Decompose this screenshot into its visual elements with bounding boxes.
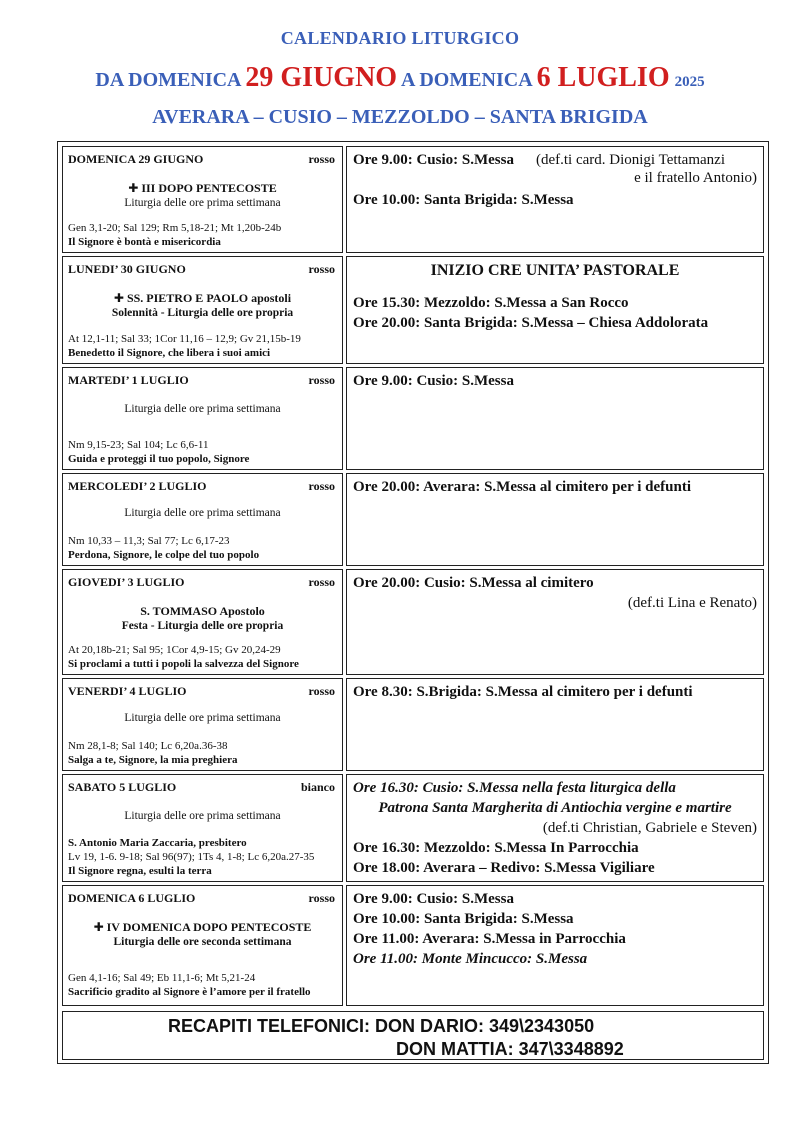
day-label: VENERDI’ 4 LUGLIO <box>68 684 187 698</box>
day-row <box>62 367 764 470</box>
liturgical-color: rosso <box>308 479 335 493</box>
liturgy-cell <box>62 569 343 675</box>
liturgical-color: rosso <box>308 684 335 698</box>
mass-event: Ore 8.30: S.Brigida: S.Messa al cimitero per i defunti <box>353 684 693 700</box>
readings: Gen 4,1-16; Sal 49; Eb 11,1-6; Mt 5,21-24 <box>68 972 256 984</box>
mass-event: Ore 9.00: Cusio: S.Messa (def.ti card. Dionigi Tettamanzi <box>353 152 725 168</box>
liturgical-color: rosso <box>308 575 335 589</box>
mass-event: Ore 10.00: Santa Brigida: S.Messa <box>353 192 574 208</box>
liturgy-cell <box>62 146 343 253</box>
year: 2025 <box>674 74 705 90</box>
day-label: LUNEDI’ 30 GIUGNO <box>68 262 186 276</box>
psalm-motto: Benedetto il Signore, che libera i suoi amici <box>68 347 271 359</box>
day-label: MARTEDI’ 1 LUGLIO <box>68 373 189 387</box>
events-cell <box>346 367 764 470</box>
readings: Nm 10,33 – 11,3; Sal 77; Lc 6,17-23 <box>68 535 230 547</box>
liturgy-week: Liturgia delle ore prima settimana <box>124 197 281 209</box>
liturgy-week: Solennità - Liturgia delle ore propria <box>111 307 294 319</box>
liturgy-week: Liturgia delle ore seconda settimana <box>113 936 292 948</box>
mass-event: Ore 15.30: Mezzoldo: S.Messa a San Rocco <box>353 295 629 311</box>
mass-event: Ore 20.00: Cusio: S.Messa al cimitero <box>353 575 594 591</box>
date-range <box>0 62 800 94</box>
liturgical-color: rosso <box>308 262 335 276</box>
readings: Gen 3,1-20; Sal 129; Rm 5,18-21; Mt 1,20b-24b <box>68 222 282 234</box>
psalm-motto: Perdona, Signore, le colpe del tuo popolo <box>68 549 260 561</box>
psalm-motto: Il Signore è bontà e misericordia <box>68 236 221 248</box>
mass-event: Ore 18.00: Averara – Redivo: S.Messa Vigiliare <box>353 860 655 876</box>
liturgical-color: rosso <box>308 152 335 166</box>
mass-event-detail: Patrona Santa Margherita di Antiochia vergine e martire <box>378 800 732 816</box>
liturgy-week: Liturgia delle ore prima settimana <box>124 403 281 415</box>
events-cell <box>346 146 764 253</box>
page-title: CALENDARIO LITURGICO <box>280 28 520 48</box>
parishes: AVERARA – CUSIO – MEZZOLDO – SANTA BRIGIDA <box>152 106 648 128</box>
start-date: 29 GIUGNO <box>245 62 398 93</box>
psalm-motto: Salga a te, Signore, la mia preghiera <box>68 754 238 766</box>
mass-event: Ore 20.00: Averara: S.Messa al cimitero per i defunti <box>353 479 691 495</box>
readings: Lv 19, 1-6. 9-18; Sal 96(97); 1Ts 4, 1-8; Lc 6,20a.27-35 <box>68 851 315 863</box>
range-prefix: DA DOMENICA <box>95 69 241 91</box>
events-cell <box>346 774 764 882</box>
day-row <box>62 774 764 882</box>
liturgy-week: Liturgia delle ore prima settimana <box>124 810 281 822</box>
liturgical-color: bianco <box>300 780 335 794</box>
liturgy-cell <box>62 678 343 771</box>
liturgy-cell <box>62 774 343 882</box>
mass-note: (def.ti Christian, Gabriele e Steven) <box>542 820 757 836</box>
events-cell <box>346 256 764 364</box>
mass-event: Ore 20.00: Santa Brigida: S.Messa – Chiesa Addolorata <box>353 315 709 331</box>
feast: SS. PIETRO E PAOLO apostoli <box>126 291 292 305</box>
events-cell <box>346 569 764 675</box>
day-label: MERCOLEDI’ 2 LUGLIO <box>68 479 207 493</box>
day-label: DOMENICA 6 LUGLIO <box>68 891 196 905</box>
mass-event: Ore 9.00: Cusio: S.Messa <box>353 373 514 389</box>
liturgy-cell <box>62 473 343 566</box>
liturgy-cell <box>62 256 343 364</box>
readings: Nm 9,15-23; Sal 104; Lc 6,6-11 <box>68 439 209 451</box>
events-cell <box>346 885 764 1006</box>
cross-icon: ✚ <box>113 291 124 305</box>
saint: S. Antonio Maria Zaccaria, presbitero <box>68 837 247 849</box>
day-row <box>62 678 764 771</box>
mass-event: Ore 9.00: Cusio: S.Messa <box>353 891 514 907</box>
day-row <box>62 146 764 253</box>
liturgy-week: Liturgia delle ore prima settimana <box>124 712 281 724</box>
readings: Nm 28,1-8; Sal 140; Lc 6,20a.36-38 <box>68 740 228 752</box>
day-row <box>62 885 764 1006</box>
mass-event: Ore 11.00: Averara: S.Messa in Parrocchia <box>353 931 626 947</box>
mass-note: e il fratello Antonio) <box>634 170 757 186</box>
contact-line-2: DON MATTIA: 347\3348892 <box>396 1039 624 1059</box>
mass-event: Ore 16.30: Mezzoldo: S.Messa In Parrocchia <box>353 840 639 856</box>
contact-line-1: RECAPITI TELEFONICI: DON DARIO: 349\2343050 <box>168 1016 595 1036</box>
events-cell <box>346 473 764 566</box>
liturgy-cell <box>62 367 343 470</box>
psalm-motto: Sacrificio gradito al Signore è l’amore per il fratello <box>68 986 311 998</box>
day-label: DOMENICA 29 GIUGNO <box>68 152 204 166</box>
day-row <box>62 256 764 364</box>
liturgical-color: rosso <box>308 891 335 905</box>
feast: S. TOMMASO Apostolo <box>140 604 265 618</box>
readings: At 12,1-11; Sal 33; 1Cor 11,16 – 12,9; Gv 21,15b-19 <box>68 333 301 345</box>
cross-icon: ✚ <box>128 181 139 195</box>
liturgy-week: Liturgia delle ore prima settimana <box>124 507 281 519</box>
day-row <box>62 569 764 675</box>
mass-note: (def.ti Lina e Renato) <box>627 595 757 611</box>
day-row <box>62 473 764 566</box>
day-label: SABATO 5 LUGLIO <box>68 780 177 794</box>
cross-icon: ✚ <box>93 920 104 934</box>
range-mid: A DOMENICA <box>401 69 532 91</box>
end-date: 6 LUGLIO <box>536 62 670 93</box>
readings: At 20,18b-21; Sal 95; 1Cor 4,9-15; Gv 20,24-29 <box>68 644 281 656</box>
liturgy-week: Festa - Liturgia delle ore propria <box>121 620 284 632</box>
day-label: GIOVEDI’ 3 LUGLIO <box>68 575 185 589</box>
psalm-motto: Si proclami a tutti i popoli la salvezza del Signore <box>68 658 299 670</box>
feast: IV DOMENICA DOPO PENTECOSTE <box>106 920 312 934</box>
mass-event: Ore 11.00: Monte Mincucco: S.Messa <box>353 951 588 967</box>
mass-event: Ore 10.00: Santa Brigida: S.Messa <box>353 911 574 927</box>
feast: III DOPO PENTECOSTE <box>141 181 277 195</box>
contact-footer <box>62 1011 764 1060</box>
psalm-motto: Il Signore regna, esulti la terra <box>68 865 212 877</box>
liturgy-cell <box>62 885 343 1006</box>
events-cell <box>346 678 764 771</box>
liturgical-color: rosso <box>308 373 335 387</box>
events-heading: INIZIO CRE UNITA’ PASTORALE <box>430 262 680 279</box>
psalm-motto: Guida e proteggi il tuo popolo, Signore <box>68 453 250 465</box>
mass-event: Ore 16.30: Cusio: S.Messa nella festa liturgica della <box>353 780 676 796</box>
